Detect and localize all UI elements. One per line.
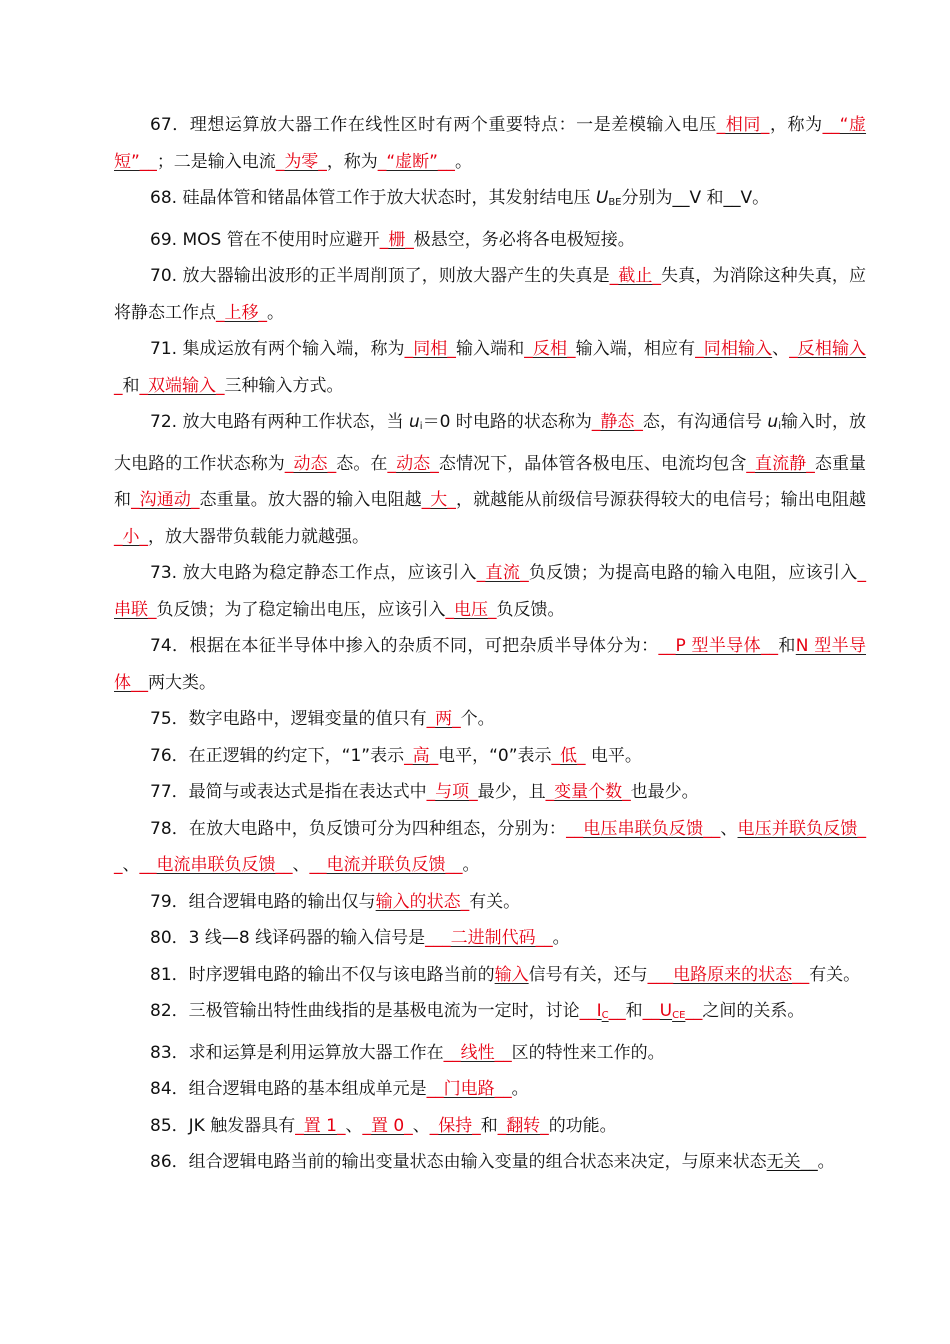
question-number: 74． (150, 636, 190, 656)
question-69 (114, 222, 866, 259)
question-number: 72. (150, 412, 178, 432)
document-body (114, 107, 866, 1181)
question-text: 集成运放有两个输入端，称为 (177, 339, 405, 359)
question-text: 之间的关系。 (702, 1001, 805, 1021)
answer-blank: _为零_ (275, 151, 327, 172)
answer-blank: __U (642, 1001, 673, 1021)
question-text: 也最少。 (630, 782, 699, 802)
answer-blank: _置 1_ (295, 1115, 346, 1136)
question-text: ，称为 (769, 115, 823, 135)
question-77 (114, 774, 866, 811)
answer-blank: _大_ (421, 490, 456, 510)
math-subscript: BE (608, 197, 622, 208)
question-text: 和 (480, 1115, 498, 1136)
question-number: 79． (150, 891, 189, 912)
question-text: 个。 (460, 709, 495, 729)
question-71 (114, 331, 866, 404)
question-text: 负反馈。 (496, 599, 565, 620)
question-number: 76． (150, 745, 189, 766)
question-81 (114, 957, 866, 994)
answer-blank: __门电路__ (426, 1079, 512, 1099)
answer-blank: _动态_ (387, 453, 439, 474)
question-text: 求和运算是利用运算放大器工作在 (188, 1042, 444, 1063)
question-number: 68. (150, 188, 178, 208)
question-text: 态重量和 (114, 453, 867, 510)
question-text: 在正逻辑的约定下，“1”表示 (188, 745, 405, 766)
question-text: 电平。 (585, 745, 642, 766)
question-67 (114, 107, 866, 180)
question-number: 81． (150, 964, 189, 985)
question-text: 输入端，相应有 (575, 339, 696, 359)
question-number: 71. (150, 339, 178, 359)
answer-blank: _反相_ (524, 339, 576, 359)
answer-blank: _保持_ (429, 1115, 481, 1136)
question-text: 理想运算放大器工作在线性区时有两个重要特点：一是差模输入电压 (189, 115, 717, 135)
answer-blank: __ (608, 1001, 626, 1021)
question-76 (114, 738, 866, 775)
answer-subscript: CE (672, 1010, 686, 1021)
question-text: 的功能。 (548, 1115, 617, 1136)
question-text: JK 触发器具有 (188, 1115, 296, 1136)
answer-blank: _直流_ (476, 563, 529, 583)
question-text: 态情况下，晶体管各极电压、电流均包含 (438, 453, 747, 474)
question-78 (114, 811, 866, 884)
question-82 (114, 993, 866, 1035)
answer-blank: __电流串联负反馈__ (139, 855, 293, 875)
question-text: 、 (292, 855, 310, 875)
question-text: 和 (122, 375, 140, 396)
question-text: 最简与或表达式是指在表达式中 (188, 782, 427, 802)
question-number: 73. (150, 563, 178, 583)
answer-blank: _动态_ (284, 453, 337, 474)
question-85 (114, 1108, 866, 1145)
answer-blank: _与项_ (426, 782, 478, 802)
question-text: 最少，且 (477, 782, 546, 802)
underlined-answer: 无关__ (766, 1152, 818, 1172)
answer-blank: ___电路原来的状态__ (647, 964, 810, 985)
question-text: 有关。 (469, 891, 521, 912)
answer-blank: _上移_ (216, 302, 267, 323)
answer-blank: _串联_ (114, 563, 867, 620)
question-73 (114, 555, 866, 628)
question-text: 、 (772, 339, 790, 359)
question-text: 三种输入方式。 (224, 375, 344, 396)
answer-blank: __“虚短”__ (114, 115, 867, 172)
question-text: 放大电路有两种工作状态，当 (177, 412, 409, 432)
question-text: 输入端和 (455, 339, 525, 359)
question-text: 态重量。放大器的输入电阻越 (199, 490, 422, 510)
question-number: 69. (150, 229, 178, 250)
question-text: 根据在本征半导体中掺入的杂质不同，可把杂质半导体分为： (189, 636, 659, 656)
question-number: 84． (150, 1079, 189, 1099)
math-variable: u (409, 412, 420, 432)
question-text: 。 (462, 855, 480, 875)
answer-blank: _反相输入_ (114, 339, 867, 396)
answer-blank: _沟通动_ (131, 490, 200, 510)
question-number: 78． (150, 818, 189, 839)
question-text: 态。在 (336, 453, 388, 474)
answer-blank: 输入的状态_ (375, 891, 470, 912)
question-text: ＝0 时电路的状态称为 (422, 412, 592, 432)
question-text: V 和 (689, 188, 724, 208)
question-text: 负反馈；为了稳定输出电压，应该引入 (156, 599, 446, 620)
question-text: 信号有关，还与 (528, 964, 648, 985)
question-text: 电平，“0”表示 (438, 745, 552, 766)
question-text: 有关。 (809, 964, 861, 985)
answer-blank: _相同_ (716, 115, 770, 135)
question-number: 70. (150, 266, 178, 286)
question-text: 负反馈；为提高电路的输入电阻，应该引入 (528, 563, 858, 583)
answer-blank: N 型半导体__ (114, 636, 867, 693)
empty-blank: __ (672, 188, 690, 208)
answer-blank: _双端输入_ (139, 375, 225, 396)
question-text: ；二是输入电流 (156, 151, 276, 172)
empty-blank: __ (723, 188, 741, 208)
math-variable: u (767, 412, 779, 432)
answer-blank: __电压串联负反馈__ (566, 818, 721, 839)
question-text: 。 (552, 928, 570, 948)
answer-blank: _同相_ (404, 339, 456, 359)
answer-blank: _直流静_ (746, 453, 815, 474)
question-79 (114, 884, 866, 921)
math-variable: U (595, 188, 609, 208)
question-text: MOS 管在不使用时应避开 (177, 229, 380, 250)
question-text: 和 (778, 636, 796, 656)
question-text: 。 (454, 151, 472, 172)
question-84 (114, 1071, 866, 1108)
question-text: 组合逻辑电路的基本组成单元是 (188, 1079, 427, 1099)
question-text: 极悬空，务必将各电极短接。 (413, 229, 635, 250)
answer-blank: _置 0_ (362, 1115, 413, 1136)
answer-blank: _栅_ (379, 229, 414, 250)
question-text: 。 (817, 1152, 835, 1172)
question-number: 67． (150, 115, 190, 135)
math-subscript: i (778, 421, 781, 432)
question-text: 失真，为消除这种失真，应将静态工作点 (114, 266, 867, 323)
answer-blank: __I (579, 1001, 602, 1021)
question-text: 硅晶体管和锗晶体管工作于放大状态时，其发射结电压 (177, 188, 596, 208)
question-text: 组合逻辑电路的输出仅与 (188, 891, 376, 912)
question-text: V。 (740, 188, 770, 208)
answer-blank: _变量个数_ (545, 782, 631, 802)
answer-blank: _两_ (426, 709, 461, 729)
answer-blank: _静态_ (591, 412, 643, 432)
question-number: 85． (150, 1115, 189, 1136)
answer-blank: __电流并联负反馈__ (309, 855, 463, 875)
question-text: 时序逻辑电路的输出不仅与该电路当前的 (188, 964, 495, 985)
question-text: 三极管输出特性曲线指的是基极电流为一定时，讨论 (188, 1001, 580, 1021)
answer-blank: __ (685, 1001, 703, 1021)
question-number: 82． (150, 1001, 189, 1021)
question-70 (114, 258, 866, 331)
question-text: 态，有沟通信号 (642, 412, 768, 432)
answer-blank: _电压_ (445, 599, 497, 620)
question-text: 、 (122, 855, 140, 875)
question-72 (114, 404, 866, 555)
question-text: 、 (345, 1115, 363, 1136)
question-text: 放大器输出波形的正半周削顶了，则放大器产生的失真是 (177, 266, 610, 286)
answer-blank: 电压并联负反馈__ (114, 818, 867, 875)
question-text: 输入时，放大电路的工作状态称为 (114, 412, 867, 474)
answer-blank: __P 型半导体__ (658, 636, 779, 656)
answer-blank: 输入 (494, 964, 529, 985)
question-text: 和 (625, 1001, 643, 1021)
question-75 (114, 701, 866, 738)
answer-blank: _小_ (114, 526, 148, 547)
question-text: 放大电路为稳定静态工作点，应该引入 (177, 563, 477, 583)
question-83 (114, 1035, 866, 1072)
question-number: 80． (150, 928, 189, 948)
answer-blank: _翻转_ (497, 1115, 549, 1136)
question-86 (114, 1144, 866, 1181)
question-number: 75． (150, 709, 189, 729)
question-text: 3 线—8 线译码器的输入信号是 (188, 928, 426, 948)
answer-subscript: C (601, 1010, 609, 1021)
answer-blank: __线性__ (443, 1042, 512, 1063)
answer-blank: _低_ (551, 745, 586, 766)
question-text: 区的特性来工作的。 (511, 1042, 665, 1063)
question-text: 在放大电路中，负反馈可分为四种组态，分别为： (188, 818, 567, 839)
question-text: 。 (267, 302, 284, 323)
question-text: 分别为 (621, 188, 673, 208)
question-text: ，就越能从前级信号源获得较大的电信号；输出电阻越 (455, 490, 867, 510)
math-subscript: i (419, 421, 423, 432)
answer-blank: _高_ (404, 745, 439, 766)
question-text: 、 (412, 1115, 430, 1136)
question-text: 两大类。 (148, 672, 216, 693)
question-number: 77． (150, 782, 189, 802)
question-number: 86． (150, 1152, 189, 1172)
answer-blank: _截止_ (609, 266, 661, 286)
question-text: ，放大器带负载能力就越强。 (148, 526, 369, 547)
question-text: 数字电路中，逻辑变量的值只有 (188, 709, 427, 729)
question-text: 、 (720, 818, 738, 839)
question-text: 组合逻辑电路当前的输出变量状态由输入变量的组合状态来决定，与原来状态 (188, 1152, 767, 1172)
question-68 (114, 180, 866, 222)
answer-blank: ___二进制代码__ (425, 928, 553, 948)
question-80 (114, 920, 866, 957)
question-text: 。 (511, 1079, 529, 1099)
question-number: 83． (150, 1042, 189, 1063)
question-text: ，称为 (326, 151, 378, 172)
answer-blank: _同相输入 (695, 339, 773, 359)
question-74 (114, 628, 866, 701)
answer-blank: _“虚断”__ (377, 151, 455, 172)
